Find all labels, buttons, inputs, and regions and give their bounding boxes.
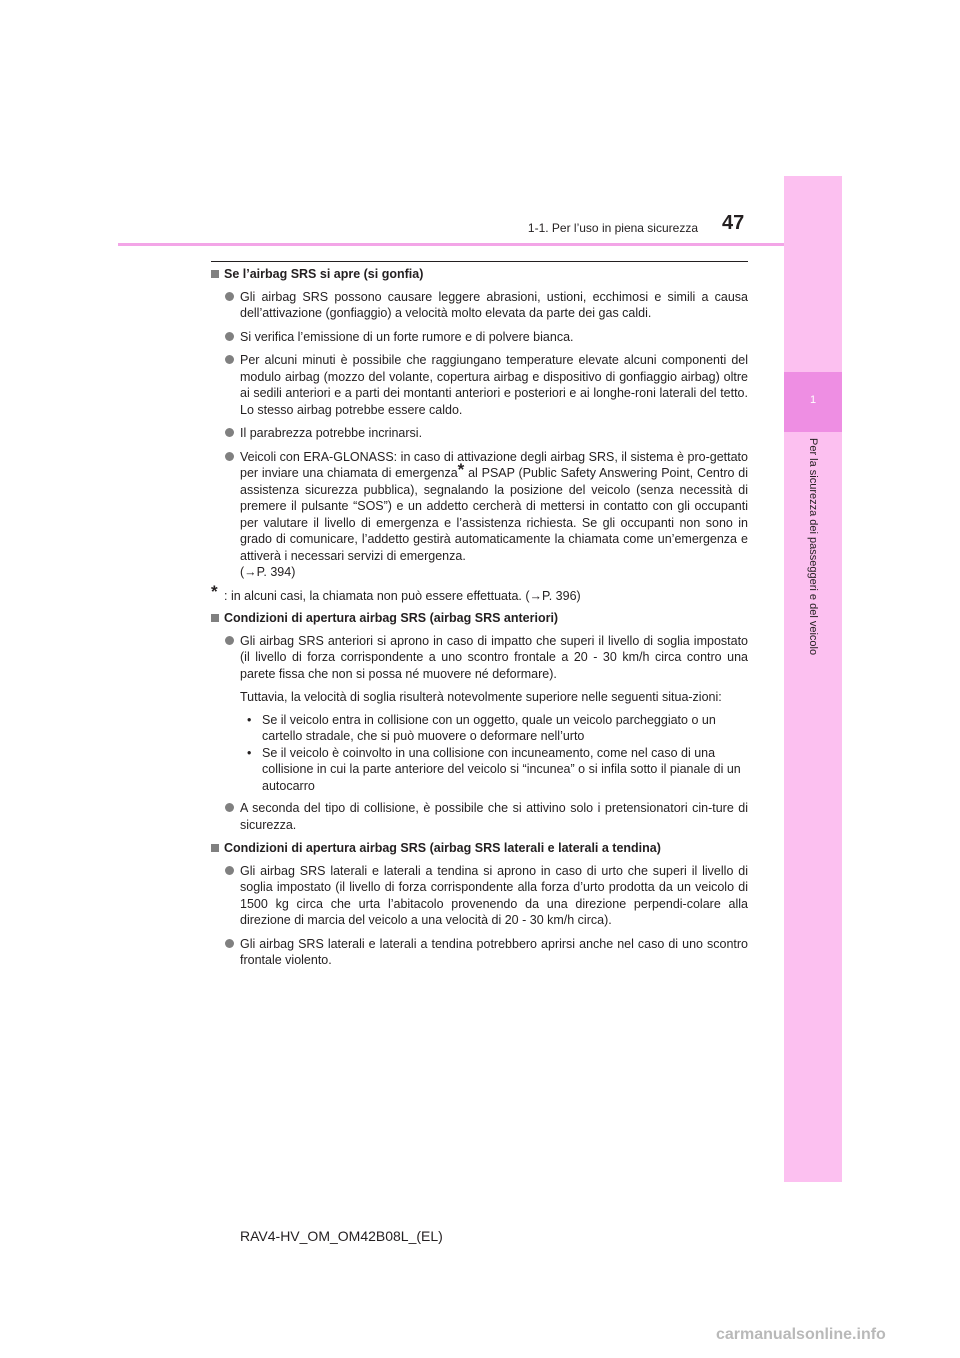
square-bullet-icon [211, 844, 219, 852]
list-item: Gli airbag SRS laterali e laterali a tendina potrebbero aprirsi anche nel caso di uno scontro frontale violento. [211, 936, 748, 969]
round-bullet-icon [225, 292, 234, 301]
round-bullet-icon [225, 636, 234, 645]
document-code: RAV4-HV_OM_OM42B08L_(EL) [240, 1228, 443, 1244]
header-divider [118, 243, 784, 246]
page-reference[interactable]: (→P. 394) [240, 565, 296, 579]
section-heading: Se l’airbag SRS si apre (si gonfia) [211, 266, 748, 283]
square-bullet-icon [211, 270, 219, 278]
round-bullet-icon [225, 428, 234, 437]
chapter-title-vertical: Per la sicurezza dei passeggeri e del veicolo [807, 438, 819, 656]
chapter-number: 1 [784, 372, 842, 432]
list-item-era-glonass: Veicoli con ERA-GLONASS: in caso di attivazione degli airbag SRS, il sistema è pro-gettato per inviare una chiamata di emergenza* al PSAP (Public Safety Answering Point, Centro di assistenza sicurezza pubblica), segnalando la posizione del veicolo (senza necessità di premere il pulsante “SOS”) e un addetto cercherà di mettersi in contatto con gli occupanti per valutare il livello di emergenza e l’assistenza richiesta. Se gli occupanti non sono in grado di comunicare, l’addetto gestirà automaticamente la chiamata come un’emergenza e attiverà i necessari servizi di emergenza. (→P. 394) [211, 449, 748, 581]
list-item: Per alcuni minuti è possibile che raggiungano temperature elevate alcuni componenti del modulo airbag (mozzo del volante, copertura airbag e dispositivo di gonfiaggio airbag) oltre ai sedili anteriori e a parti dei montanti anteriori e posteriori e ai longhe-roni laterali del tetto. Lo stesso airbag potrebbe essere caldo. [211, 352, 748, 418]
list-item: Gli airbag SRS laterali e laterali a tendina si aprono in caso di urto che superi il livello di soglia impostato (il livello di forza corrispondente alla forza d’urto prodotta da un veicolo di 1500 kg circa che urta l’abitacolo provenendo da una direzione perpendi-colare alla direzione di marcia del veicolo a una velocità di 20 - 30 km/h circa). [211, 863, 748, 929]
sub-list-item: • Se il veicolo è coinvolto in una collisione con incuneamento, come nel caso di una collisione in cui la parte anteriore del veicolo si “incunea” o si infila sotto il pianale di un autocarro [247, 745, 741, 793]
section-title: 1-1. Per l’uso in piena sicurezza [527, 221, 698, 235]
round-bullet-icon [225, 452, 234, 461]
list-item: Si verifica l’emissione di un forte rumore e di polvere bianca. [211, 329, 748, 346]
small-bullet: • [247, 712, 252, 727]
page-content [211, 266, 748, 976]
watermark: carmanualsonline.info [716, 1326, 886, 1343]
section-heading: Condizioni di apertura airbag SRS (airbag SRS anteriori) [211, 610, 748, 627]
footnote: * : in alcuni casi, la chiamata non può essere effettuata. (→P. 396) [211, 581, 581, 603]
paragraph: Tuttavia, la velocità di soglia risulterà notevolmente superiore nelle seguenti situa-zioni: [240, 690, 722, 704]
content-divider [211, 261, 748, 262]
small-bullet: • [247, 745, 252, 760]
sub-list-item: • Se il veicolo entra in collisione con un oggetto, quale un veicolo parcheggiato o un cartello stradale, che si può muovere o deformare nell’urto [247, 712, 716, 743]
round-bullet-icon [225, 939, 234, 948]
round-bullet-icon [225, 803, 234, 812]
list-item: Gli airbag SRS possono causare leggere abrasioni, ustioni, ecchimosi e simili a causa dell’attivazione (gonfiaggio) a velocità molto elevata da parte dei gas caldi. [211, 289, 748, 322]
footnote-star: * [211, 581, 218, 601]
list-item: Gli airbag SRS anteriori si aprono in caso di impatto che superi il livello di soglia impostato (il livello di forza corrispondente a uno scontro frontale a 20 - 30 km/h circa contro una parete fissa che non si possa né muovere né deformare). [211, 633, 748, 683]
square-bullet-icon [211, 614, 219, 622]
round-bullet-icon [225, 355, 234, 364]
round-bullet-icon [225, 332, 234, 341]
section-heading: Condizioni di apertura airbag SRS (airbag SRS laterali e laterali a tendina) [211, 840, 748, 857]
list-item: Il parabrezza potrebbe incrinarsi. [211, 425, 748, 442]
page-number: 47 [722, 212, 745, 234]
list-item: A seconda del tipo di collisione, è possibile che si attivino solo i pretensionatori cin-ture di sicurezza. [211, 800, 748, 833]
round-bullet-icon [225, 866, 234, 875]
footnote-marker: * [457, 460, 465, 479]
